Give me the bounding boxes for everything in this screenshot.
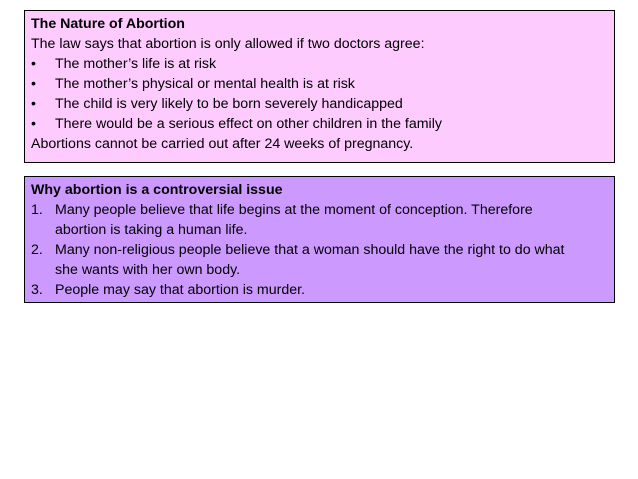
bullet-mark: • <box>31 116 36 132</box>
controversy-list-item <box>31 280 608 300</box>
nature-bullet-text: The mother’s physical or mental health is at risk <box>55 76 355 92</box>
nature-closing: Abortions cannot be carried out after 24 weeks of pregnancy. <box>31 136 414 152</box>
item-text <box>55 200 608 240</box>
controversy-heading: Why abortion is a controversial issue <box>31 182 283 198</box>
nature-bullet-item <box>31 74 608 94</box>
bullet-mark: • <box>31 56 36 72</box>
nature-bullet-item <box>31 54 608 74</box>
item-number: 2. <box>31 242 43 258</box>
item-text-line: she wants with her own body. <box>55 262 241 278</box>
nature-intro: The law says that abortion is only allowed if two doctors agree: <box>31 36 425 52</box>
item-text-line: Many non-religious people believe that a woman should have the right to do what <box>55 242 565 258</box>
bullet-mark: • <box>31 96 36 112</box>
controversy-list-item <box>31 240 608 280</box>
nature-heading: The Nature of Abortion <box>31 16 185 32</box>
item-number: 1. <box>31 202 43 218</box>
nature-bullet-text: There would be a serious effect on other children in the family <box>55 116 442 132</box>
nature-bullet-item <box>31 94 608 114</box>
nature-of-abortion-box <box>24 10 615 163</box>
item-text <box>55 280 608 300</box>
nature-bullet-text: The child is very likely to be born severely handicapped <box>55 96 403 112</box>
item-text-line: Many people believe that life begins at the moment of conception. Therefore <box>55 202 533 218</box>
nature-bullet-text: The mother’s life is at risk <box>55 56 217 72</box>
item-number: 3. <box>31 282 43 298</box>
item-text-line: abortion is taking a human life. <box>55 222 248 238</box>
nature-bullet-item <box>31 114 608 134</box>
item-text <box>55 240 608 280</box>
bullet-mark: • <box>31 76 36 92</box>
item-text-line: People may say that abortion is murder. <box>55 282 305 298</box>
controversy-box <box>24 176 615 303</box>
controversy-list-item <box>31 200 608 240</box>
